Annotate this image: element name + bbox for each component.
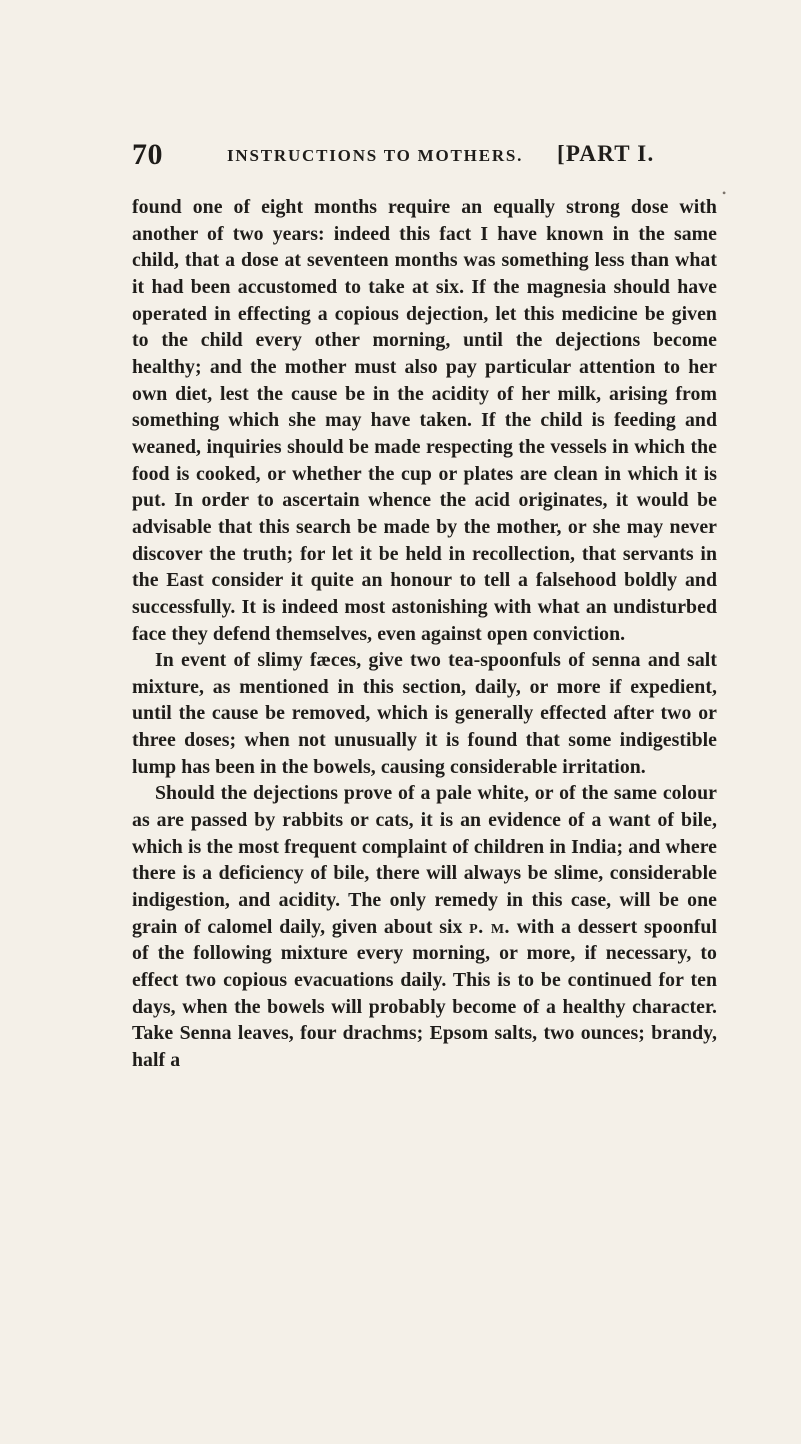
page-number: 70 <box>132 138 163 171</box>
page-header <box>132 138 712 178</box>
paragraph-2: In event of slimy fæces, give two tea-spoonfuls of senna and salt mixture, as mentioned in this section, daily, or more if expedient, until the cause be removed, which is generally effected after two or three doses; when not unusually it is found that some indigestible lump has been in the bowels, causing considerable irritation. <box>132 649 717 778</box>
part-label: [PART I. <box>557 141 655 166</box>
paragraph-3-text-before: Should the dejections prove of a pale white, or of the same colour as are passed by rabbits or cats, it is an evidence of a want of bile, which is the most frequent complaint of children in India; and where there is a deficiency of bile, there will always be slime, considerable indigestion, and acidity. The only remedy in this case, will be one grain of calomel daily, given about six <box>132 782 717 938</box>
time-marker: p. m. <box>469 915 510 938</box>
paragraph-3-text-after: with a dessert spoonful of the following mixture every morning, or more, if necessary, to effect two copious evacuations daily. This is to be continued for ten days, when the bowels will probably become of a healthy character. Take Senna leaves, four drachms; Epsom salts, two ounces; brandy, half a <box>132 915 717 1071</box>
paragraph-3 <box>132 780 717 1073</box>
print-mark: • <box>722 186 727 200</box>
body-text <box>132 194 717 1074</box>
running-title: INSTRUCTIONS TO MOTHERS. <box>227 146 524 165</box>
paragraph-1: found one of eight months require an equally strong dose with another of two years: indeed this fact I have known in the same child, that a dose at seventeen months was something less than what it had been accustomed to take at six. If the magnesia should have operated in effecting a copious dejection, let this medicine be given to the child every other morning, until the dejections become healthy; and the mother must also pay particular attention to her own diet, lest the cause be in the acidity of her milk, arising from something which she may have taken. If the child is feeding and weaned, inquiries should be made respecting the vessels in which the food is cooked, or whether the cup or plates are clean in which it is put. In order to ascertain whence the acid originates, it would be advisable that this search be made by the mother, or she may never discover the truth; for let it be held in recollection, that servants in the East consider it quite an honour to tell a falsehood boldly and successfully. It is indeed most astonishing with what an undisturbed face they defend themselves, even against open conviction. <box>132 196 717 645</box>
